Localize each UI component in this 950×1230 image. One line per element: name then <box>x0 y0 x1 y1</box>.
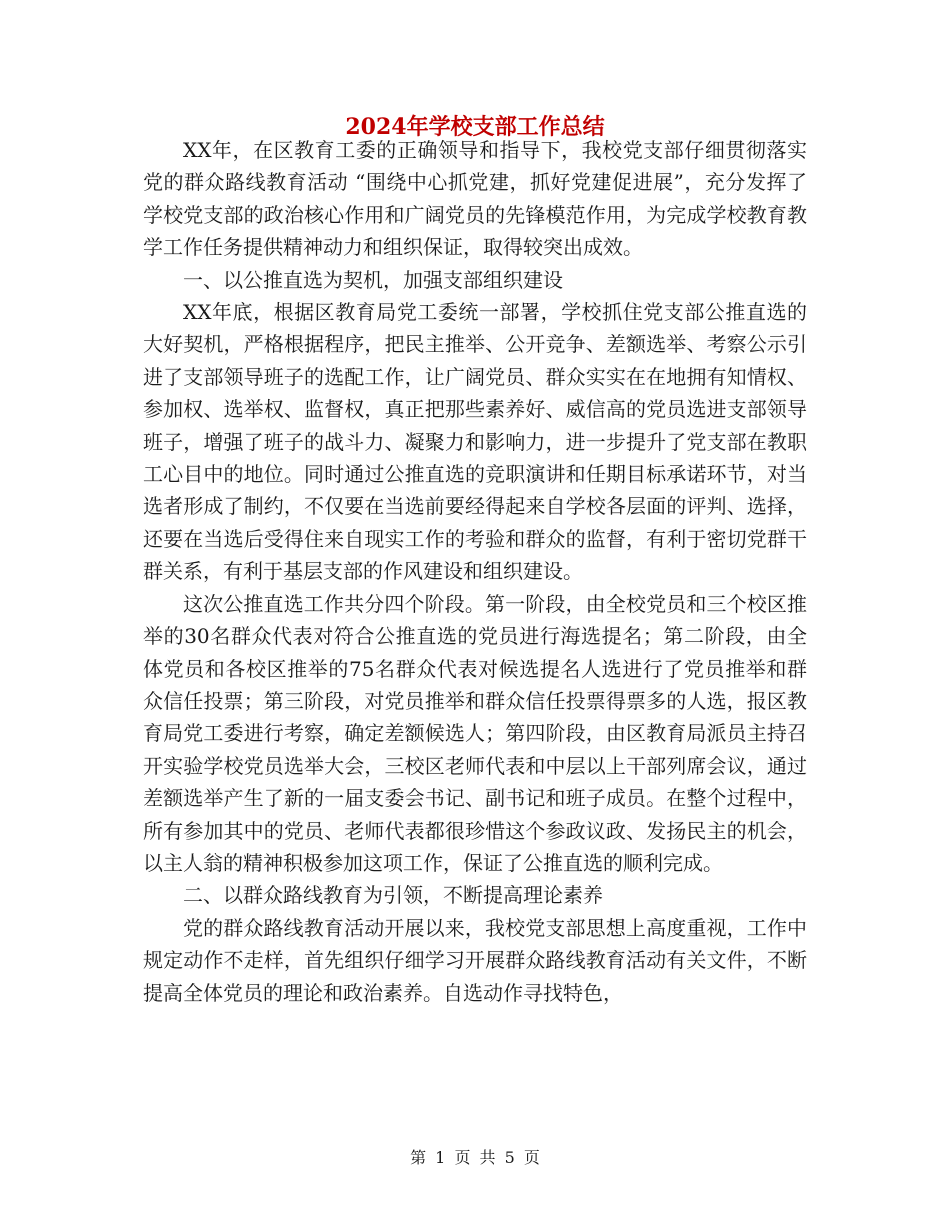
document-title: 2024年学校支部工作总结 <box>345 114 605 140</box>
section-heading-1: 一、以公推直选为契机，加强支部组织建设 <box>183 267 563 292</box>
document-body <box>143 134 807 1009</box>
paragraph-section-2-a: 党的群众路线教育活动开展以来，我校党支部思想上高度重视，工作中规定动作不走样，首先组织仔细学习开展群众路线教育活动有关文件，不断提高全体党员的理论和政治素养。自选动作寻找特色， <box>143 915 807 1005</box>
section-heading-2: 二、以群众路线教育为引领，不断提高理论素养 <box>183 883 603 908</box>
paragraph-intro: XX年，在区教育工委的正确领导和指导下，我校党支部仔细贯彻落实党的群众路线教育活动 “围绕中心抓党建，抓好党建促进展”，充分发挥了学校党支部的政治核心作用和广阔党员的先锋模范作用，为完成学校教育教学工作任务提供精神动力和组织保证，取得较突出成效。 <box>143 138 807 260</box>
paragraph-section-1-a: XX年底，根据区教育局党工委统一部署，学校抓住党支部公推直选的大好契机，严格根据程序，把民主推举、公开竞争、差额选举、考察公示引进了支部领导班子的选配工作，让广阔党员、群众实实在在地拥有知情权、参加权、选举权、监督权，真正把那些素养好、威信高的党员选进支部领导班子，增强了班子的战斗力、凝聚力和影响力，进一步提升了党支部在教职工心目中的地位。同时通过公推直选的竞职演讲和任期目标承诺环节，对当选者形成了制约，不仅要在当选前要经得起来自学校各层面的评判、选择，还要在当选后受得住来自现实工作的考验和群众的监督，有利于密切党群干群关系，有利于基层支部的作风建设和组织建设。 <box>143 300 807 584</box>
paragraph-section-1-b: 这次公推直选工作共分四个阶段。第一阶段，由全校党员和三个校区推举的30名群众代表对符合公推直选的党员进行海选提名；第二阶段，由全体党员和各校区推举的75名群众代表对候选提名人选进行了党员推举和群众信任投票；第三阶段，对党员推举和群众信任投票得票多的人选，报区教育局党工委进行考察，确定差额候选人；第四阶段，由区教育局派员主持召开实验学校党员选举大会，三校区老师代表和中层以上干部列席会议，通过差额选举产生了新的一届支委会书记、副书记和班子成员。在整个过程中，所有参加其中的党员、老师代表都很珍惜这个参政议政、发扬民主的机会，以主人翁的精神积极参加这项工作，保证了公推直选的顺利完成。 <box>143 591 807 875</box>
page-footer: 第 1 页 共 5 页 <box>410 1148 540 1167</box>
